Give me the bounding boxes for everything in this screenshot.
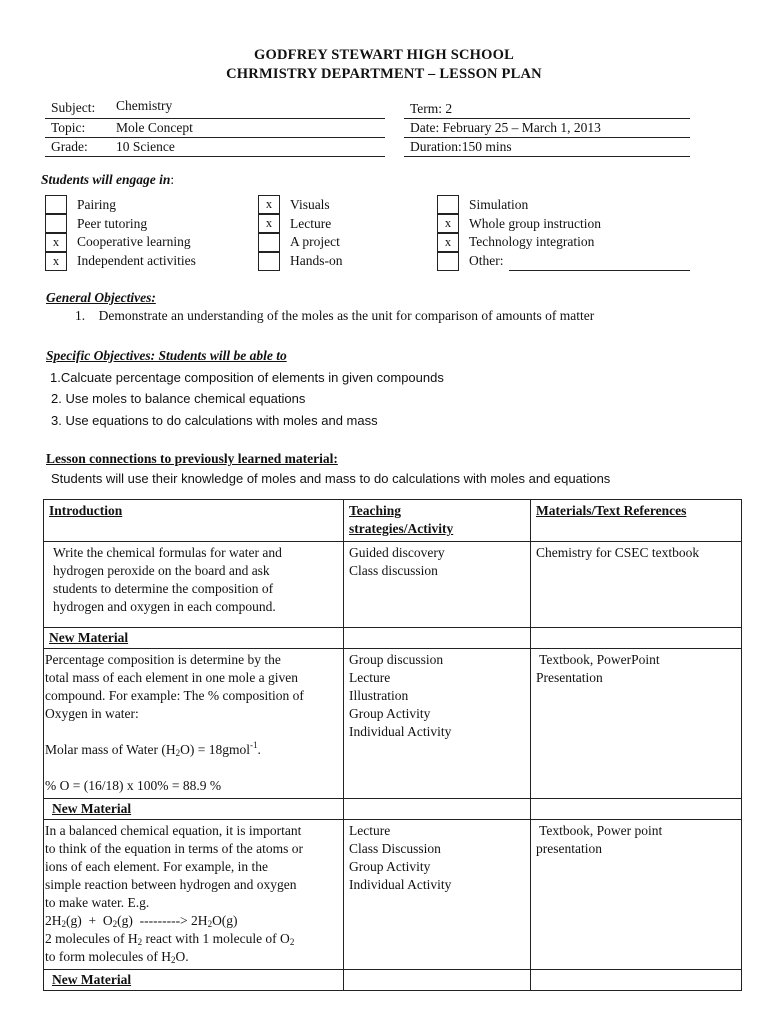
info-rule — [404, 137, 690, 138]
grade-label: Grade: — [51, 139, 88, 154]
info-rule — [45, 137, 385, 138]
engage-heading: Students will engage in: — [41, 172, 175, 187]
balanced-equation-cell: In a balanced chemical equation, it is important to think of the equation in terms of the atoms or ions of each element. For example, in the simple reaction between hydrogen and oxygen to make water. E.g. $2H_2(g) + O_2(g)$ ---------> $2H_2O(g)$ 2 molecules of $H_2$ react with 1 molecule of $O_2$ to form molecules of $H_2O$. — [44, 820, 344, 970]
info-rule — [404, 156, 690, 157]
molar-mass-line: Molar mass of Water $(H_2O)$ = 18gmol$^{-1}$. — [45, 740, 261, 758]
engage-label: Pairing — [77, 197, 116, 212]
intro-strategies-cell: Guided discovery Class discussion — [344, 542, 531, 628]
header-teaching-strategies: Teaching strategies/Activity — [344, 500, 531, 542]
block1-materials-cell: Textbook, PowerPoint Presentation — [531, 649, 742, 799]
section-row — [44, 799, 742, 820]
checkbox-simulation[interactable] — [437, 195, 459, 214]
empty-cell — [531, 628, 742, 649]
info-rule — [45, 118, 385, 119]
table-row — [44, 649, 742, 799]
header-materials: Materials/Text References — [531, 500, 742, 542]
specific-objectives-heading: Specific Objectives: Students will be able to — [46, 348, 287, 363]
table-row — [44, 542, 742, 628]
engage-label: Lecture — [290, 216, 332, 231]
section-row — [44, 628, 742, 649]
engage-label: Peer tutoring — [77, 216, 148, 231]
engage-label: Simulation — [469, 197, 529, 212]
checkbox-peer-tutoring[interactable] — [45, 214, 67, 233]
connections-heading: Lesson connections to previously learned material: — [46, 451, 338, 466]
checkbox-other[interactable] — [437, 252, 459, 271]
empty-cell — [344, 799, 531, 820]
other-blank-line[interactable] — [509, 270, 690, 271]
checkbox-independent-activities[interactable]: x — [45, 252, 67, 271]
table-header-row — [44, 500, 742, 542]
info-rule — [404, 118, 690, 119]
new-material-label: New Material — [44, 970, 344, 991]
engage-label: Hands-on — [290, 253, 343, 268]
engage-label: Cooperative learning — [77, 234, 191, 249]
new-material-label: New Material — [44, 628, 344, 649]
checkbox-visuals[interactable]: x — [258, 195, 280, 214]
general-objectives-heading: General Objectives: — [46, 290, 156, 305]
molecules-line: to form molecules of $H_2O$. — [45, 949, 189, 965]
engage-label: Other: — [469, 253, 504, 268]
term-text: Term: 2 — [410, 101, 453, 116]
equation-line: $2H_2(g) + O_2(g)$ ---------> $2H_2O(g)$ — [45, 913, 238, 929]
intro-materials-cell: Chemistry for CSEC textbook — [531, 542, 742, 628]
checkbox-technology[interactable]: x — [437, 233, 459, 252]
percent-calc-line: % O = (16/18) x 100% = 88.9 % — [45, 778, 222, 793]
date-text: Date: February 25 – March 1, 2013 — [410, 120, 601, 135]
checkbox-cooperative-learning[interactable]: x — [45, 233, 67, 252]
block1-strategies-cell: Group discussion Lecture Illustration Group Activity Individual Activity — [344, 649, 531, 799]
percent-composition-cell: Percentage composition is determine by the total mass of each element in one mole a given compound. For example: The % composition of Oxygen in water: Molar mass of Water $(H_2O)$ = 18gmol$^{-1}$. % O = (16/18) x 100% = 88.9 % — [44, 649, 344, 799]
subject-value: Chemistry — [116, 98, 173, 113]
lesson-plan-table — [43, 499, 742, 991]
subject-label: Subject: — [51, 100, 96, 115]
engage-label: Technology integration — [469, 234, 595, 249]
header-introduction: Introduction — [44, 500, 344, 542]
engage-label: Visuals — [290, 197, 330, 212]
info-rule — [45, 156, 385, 157]
checkbox-hands-on[interactable] — [258, 252, 280, 271]
checkbox-pairing[interactable] — [45, 195, 67, 214]
checkbox-whole-group[interactable]: x — [437, 214, 459, 233]
empty-cell — [344, 628, 531, 649]
empty-cell — [344, 970, 531, 991]
engage-label: Independent activities — [77, 253, 196, 268]
empty-cell — [531, 970, 742, 991]
new-material-label: New Material — [44, 799, 344, 820]
intro-cell: Write the chemical formulas for water and hydrogen peroxide on the board and ask students to determine the composition of hydrogen and oxygen in each compound. — [44, 542, 344, 628]
topic-value: Mole Concept — [116, 120, 193, 135]
engage-label: Whole group instruction — [469, 216, 601, 231]
duration-text: Duration:150 mins — [410, 139, 512, 154]
checkbox-a-project[interactable] — [258, 233, 280, 252]
section-row — [44, 970, 742, 991]
checkbox-lecture[interactable]: x — [258, 214, 280, 233]
specific-objective-item: 3. Use equations to do calculations with moles and mass — [51, 413, 378, 428]
connections-text: Students will use their knowledge of moles and mass to do calculations with moles and equations — [51, 471, 611, 486]
molecules-line: 2 molecules of $H_2$ react with 1 molecule of $O_2$ — [45, 931, 295, 947]
block2-strategies-cell: Lecture Class Discussion Group Activity Individual Activity — [344, 820, 531, 970]
department-title: CHRMISTRY DEPARTMENT – LESSON PLAN — [226, 66, 542, 82]
specific-objective-item: 2. Use moles to balance chemical equations — [51, 391, 306, 406]
general-objective-item: 1. Demonstrate an understanding of the moles as the unit for comparison of amounts of matter — [75, 308, 595, 323]
topic-label: Topic: — [51, 120, 86, 135]
engage-label: A project — [290, 234, 340, 249]
school-title: GODFREY STEWART HIGH SCHOOL — [254, 47, 514, 63]
empty-cell — [531, 799, 742, 820]
grade-value: 10 Science — [116, 139, 175, 154]
table-row — [44, 820, 742, 970]
block2-materials-cell: Textbook, Power point presentation — [531, 820, 742, 970]
specific-objective-item: 1.Calcuate percentage composition of elements in given compounds — [50, 370, 444, 385]
